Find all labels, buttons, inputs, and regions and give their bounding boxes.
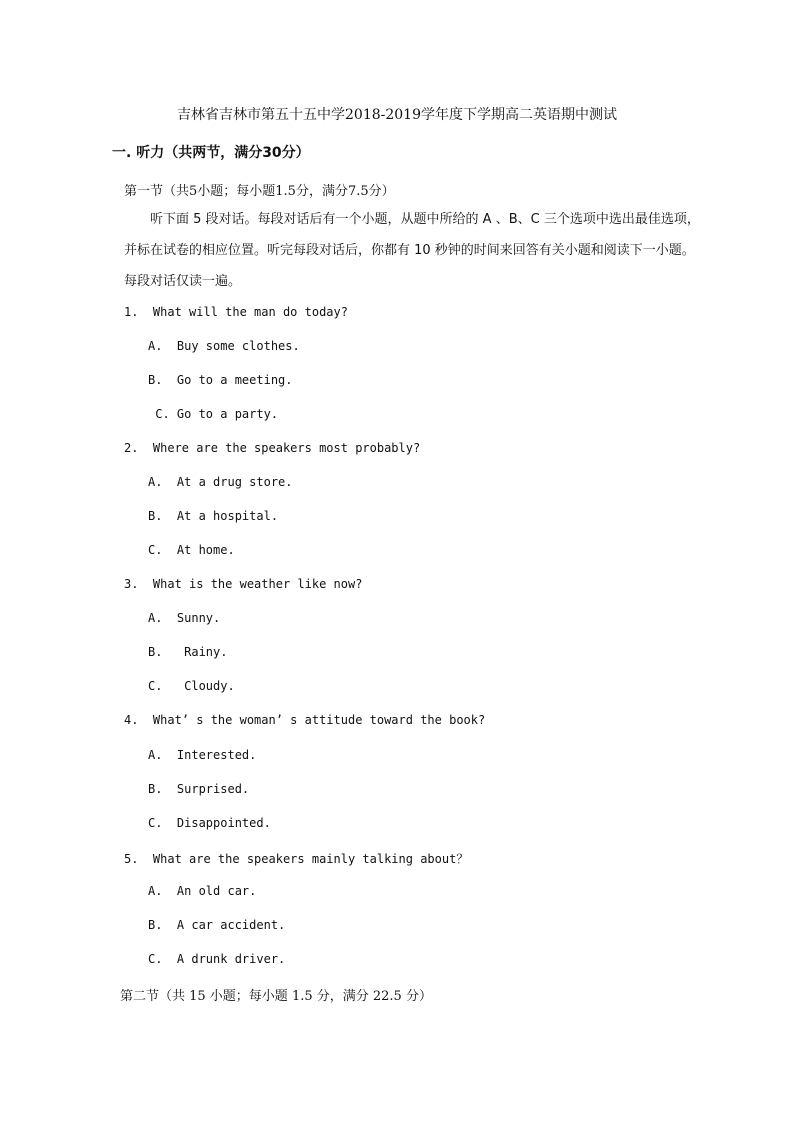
question-1-option-c: C. Go to a party. — [148, 407, 279, 421]
question-1-option-a: A. Buy some clothes. — [148, 339, 300, 353]
question-1-option-b: B. Go to a meeting. — [148, 373, 293, 387]
question-2-option-a: A. At a drug store. — [148, 475, 293, 489]
question-5-option-c: C. A drunk driver. — [148, 952, 286, 966]
question-4-stem: 4. What’ s the woman’ s attitude toward the book? — [124, 713, 486, 727]
instructions-line-1 — [124, 204, 704, 235]
part-one-heading: 第一节（共5小题；每小题1.5分，满分7.5分） — [124, 184, 395, 199]
question-4-option-b: B. Surprised. — [148, 782, 250, 796]
question-2-stem: 2. Where are the speakers most probably? — [124, 441, 421, 455]
instructions-line-1-text: 听下面 5 段对话。每段对话后有一个小题，从题中所给的 A 、B、C 三个选项中选出最佳选项， — [150, 212, 700, 227]
question-3-option-b: B. Rainy. — [148, 645, 228, 659]
question-2-option-b: B. At a hospital. — [148, 509, 279, 523]
question-1-stem: 1. What will the man do today? — [124, 305, 348, 319]
part-two-heading: 第二节（共 15 小题；每小题 1.5 分，满分 22.5 分） — [120, 989, 432, 1004]
question-3-stem: 3. What is the weather like now? — [124, 577, 363, 591]
page-title: 吉林省吉林市第五十五中学2018-2019学年度下学期高二英语期中测试 — [177, 107, 617, 123]
question-4-option-a: A. Interested. — [148, 748, 257, 762]
instructions-line-3: 每段对话仅读一遍。 — [124, 274, 242, 289]
question-2-option-c: C. At home. — [148, 543, 235, 557]
question-5-option-a: A. An old car. — [148, 884, 257, 898]
instructions-line-2: 并标在试卷的相应位置。听完每段对话后，你都有 10 秒钟的时间来回答有关小题和阅读下一小题。 — [124, 243, 695, 258]
question-3-option-c: C. Cloudy. — [148, 679, 235, 693]
instructions-paragraph — [124, 204, 704, 297]
section-heading-listening: 一. 听力（共两节，满分30分） — [112, 145, 310, 161]
question-5-stem: 5. What are the speakers mainly talking about？ — [124, 852, 469, 866]
question-4-option-c: C. Disappointed. — [148, 816, 271, 830]
question-5-option-b: B. A car accident. — [148, 918, 286, 932]
question-3-option-a: A. Sunny. — [148, 611, 221, 625]
